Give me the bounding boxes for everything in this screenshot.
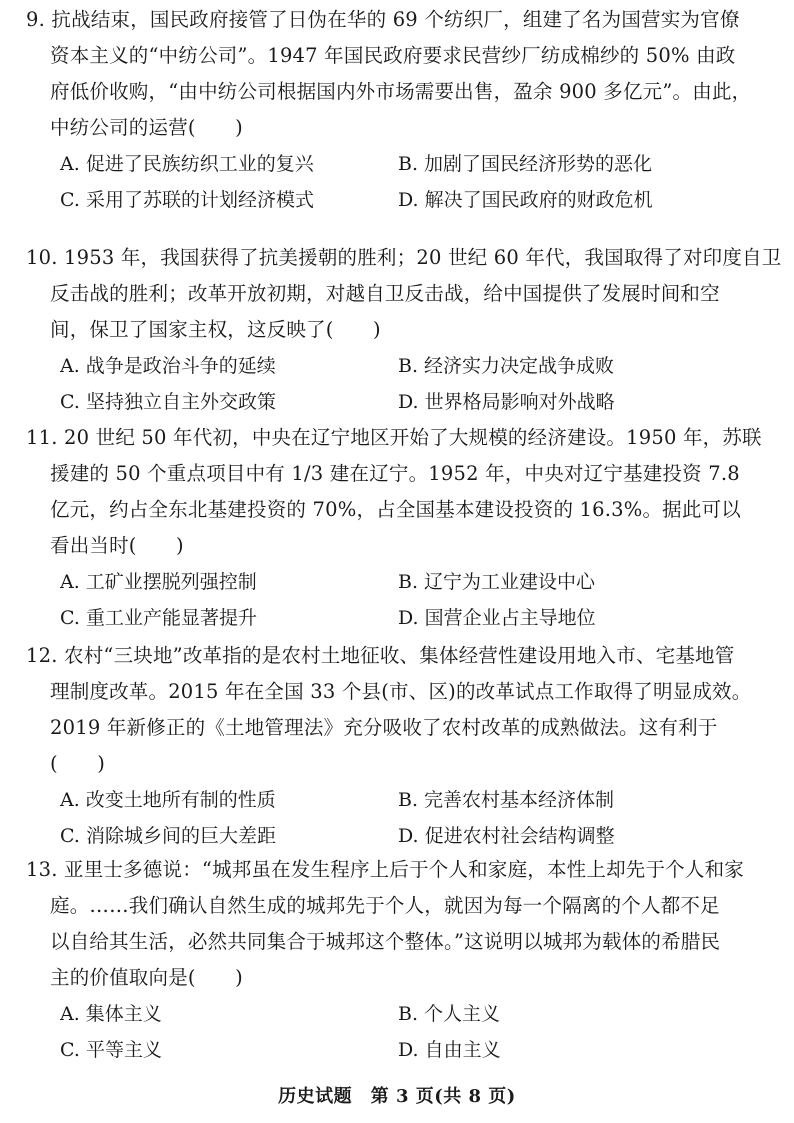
option-c: C. 坚持独立自主外交政策 <box>60 391 276 413</box>
option-d: D. 自由主义 <box>398 1039 501 1061</box>
question-10-options <box>60 348 772 420</box>
options-row <box>60 564 772 600</box>
question-11-line-2: 援建的 50 个重点项目中有 1/3 建在辽宁。1952 年，中央对辽宁基建投资 7.8 <box>50 462 740 485</box>
option-d: D. 世界格局影响对外战略 <box>398 391 615 413</box>
option-a: A. 促进了民族纺织工业的复兴 <box>60 153 314 175</box>
question-13-line-1: 13. 亚里士多德说：“城邦虽在发生程序上后于个人和家庭，本性上却先于个人和家 <box>26 858 744 881</box>
option-a: A. 改变土地所有制的性质 <box>60 789 276 811</box>
question-13-options <box>60 996 772 1068</box>
option-c: C. 采用了苏联的计划经济模式 <box>60 189 314 211</box>
option-b: B. 辽宁为工业建设中心 <box>398 571 596 593</box>
options-row <box>60 1032 772 1068</box>
question-12-line-1: 12. 农村“三块地”改革指的是农村土地征收、集体经营性建设用地入市、宅基地管 <box>26 644 735 667</box>
question-11-line-1: 11. 20 世纪 50 年代初，中央在辽宁地区开始了大规模的经济建设。1950 年，苏联 <box>26 426 762 449</box>
option-a: A. 集体主义 <box>60 1003 162 1025</box>
question-11 <box>26 420 772 636</box>
question-12-line-2: 理制度改革。2015 年在全国 33 个县(市、区)的改革试点工作取得了明显成效。 <box>50 680 752 703</box>
question-9-line-1: 9. 抗战结束，国民政府接管了日伪在华的 69 个纺织厂，组建了名为国营实为官僚 <box>26 8 740 31</box>
question-9-line-2: 资本主义的“中纺公司”。1947 年国民政府要求民营纱厂纺成棉纱的 50% 由政 <box>50 44 736 67</box>
option-b: B. 完善农村基本经济体制 <box>398 789 615 811</box>
options-row <box>60 146 772 182</box>
option-a: A. 战争是政治斗争的延续 <box>60 355 276 377</box>
question-11-options <box>60 564 772 636</box>
question-10-line-3: 间，保卫了国家主权，这反映了( ) <box>50 318 381 341</box>
question-11-line-4: 看出当时( ) <box>50 534 184 557</box>
question-12 <box>26 638 772 854</box>
options-row <box>60 996 772 1032</box>
option-c: C. 消除城乡间的巨大差距 <box>60 825 276 847</box>
options-row <box>60 182 772 218</box>
option-b: B. 个人主义 <box>398 1003 501 1025</box>
question-9-options <box>60 146 772 218</box>
options-row <box>60 384 772 420</box>
question-10 <box>26 240 782 420</box>
option-a: A. 工矿业摆脱列强控制 <box>60 571 257 593</box>
question-13-line-3: 以自给其生活，必然共同集合于城邦这个整体。”这说明以城邦为载体的希腊民 <box>50 930 721 953</box>
question-11-line-3: 亿元，约占全东北基建投资的 70%，占全国基本建设投资的 16.3%。据此可以 <box>50 498 741 521</box>
options-row <box>60 818 772 854</box>
question-9 <box>26 2 772 218</box>
page-footer: 历史试题 第 3 页(共 8 页) <box>278 1086 516 1107</box>
question-12-line-3: 2019 年新修正的《土地管理法》充分吸收了农村改革的成熟做法。这有利于 <box>50 716 718 739</box>
question-9-line-3: 府低价收购，“由中纺公司根据国内外市场需要出售，盈余 900 多亿元”。由此， <box>50 80 752 103</box>
question-10-line-1: 10. 1953 年，我国获得了抗美援朝的胜利；20 世纪 60 年代，我国取得了对印度自卫 <box>26 246 782 269</box>
option-c: C. 平等主义 <box>60 1039 162 1061</box>
question-12-options <box>60 782 772 854</box>
option-b: B. 经济实力决定战争成败 <box>398 355 615 377</box>
question-13-line-2: 庭。……我们确认自然生成的城邦先于个人，就因为每一个隔离的个人都不足 <box>50 894 720 917</box>
option-c: C. 重工业产能显著提升 <box>60 607 257 629</box>
question-10-line-2: 反击战的胜利；改革开放初期，对越自卫反击战，给中国提供了发展时间和空 <box>50 282 720 305</box>
question-9-line-4: 中纺公司的运营( ) <box>50 116 243 139</box>
options-row <box>60 600 772 636</box>
option-d: D. 促进农村社会结构调整 <box>398 825 615 847</box>
options-row <box>60 782 772 818</box>
question-13 <box>26 852 772 1068</box>
options-row <box>60 348 772 384</box>
option-b: B. 加剧了国民经济形势的恶化 <box>398 153 653 175</box>
question-13-line-4: 主的价值取向是( ) <box>50 966 243 989</box>
question-12-line-4: ( ) <box>50 752 106 775</box>
option-d: D. 国营企业占主导地位 <box>398 607 596 629</box>
option-d: D. 解决了国民政府的财政危机 <box>398 189 653 211</box>
